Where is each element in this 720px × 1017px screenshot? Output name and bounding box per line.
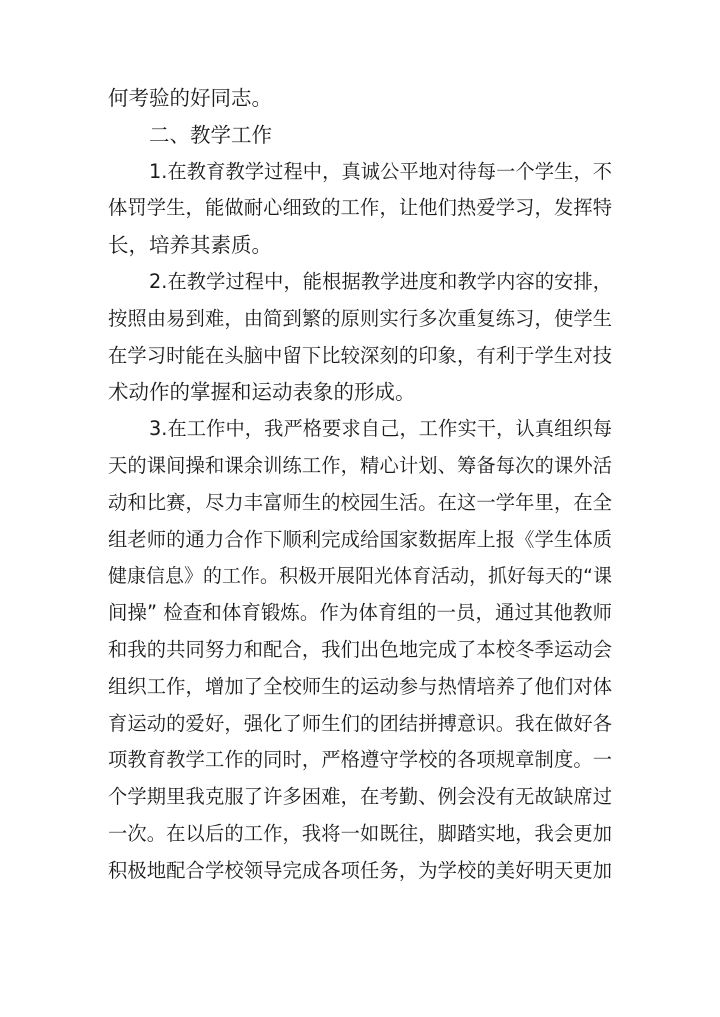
text-line: 在学习时能在头脑中留下比较深刻的印象，有利于学生对技 — [108, 343, 612, 367]
text-line: 育运动的爱好，强化了师生们的团结拼搏意识。我在做好各 — [108, 711, 612, 735]
document-body — [108, 80, 612, 890]
text-line: 动和比赛，尽力丰富师生的校园生活。在这一学年里，在全 — [108, 490, 612, 514]
text-line: 一次。在以后的工作，我将一如既往，脚踏实地，我会更加 — [108, 821, 612, 845]
text-line: 3.在工作中，我严格要求自己，工作实干，认真组织每 — [149, 417, 612, 441]
text-line: 组织工作，增加了全校师生的运动参与热情培养了他们对体 — [108, 674, 612, 698]
text-line: 健康信息》的工作。积极开展阳光体育活动，抓好每天的“课 — [108, 565, 612, 588]
text-line: 何考验的好同志。 — [108, 86, 272, 110]
text-line: 体罚学生，能做耐心细致的工作，让他们热爱学习，发挥特 — [108, 196, 612, 220]
text-line: 术动作的掌握和运动表象的形成。 — [108, 380, 416, 405]
text-line: 项教育教学工作的同时，严格遵守学校的各项规章制度。一 — [108, 748, 612, 772]
text-line: 按照由易到难，由简到繁的原则实行多次重复练习，使学生 — [108, 306, 612, 330]
text-line: 积极地配合学校领导完成各项任务，为学校的美好明天更加 — [108, 858, 612, 882]
text-line: 和我的共同努力和配合，我们出色地完成了本校冬季运动会 — [108, 637, 612, 661]
text-line: 组老师的通力合作下顺利完成给国家数据库上报《学生体质 — [108, 527, 612, 551]
text-line: 个学期里我克服了许多困难，在考勤、例会没有无故缺席过 — [108, 785, 612, 809]
text-line: 天的课间操和课余训练工作，精心计划、筹备每次的课外活 — [108, 453, 612, 477]
text-line: 二、教学工作 — [149, 122, 272, 147]
text-line: 长，培养其素质。 — [108, 233, 272, 258]
text-line: 1.在教育教学过程中，真诚公平地对待每一个学生，不 — [149, 159, 612, 183]
text-line: 间操” 检查和体育锻炼。作为体育组的一员，通过其他教师 — [108, 601, 612, 625]
text-line: 2.在教学过程中，能根据教学进度和教学内容的安排， — [149, 269, 612, 293]
